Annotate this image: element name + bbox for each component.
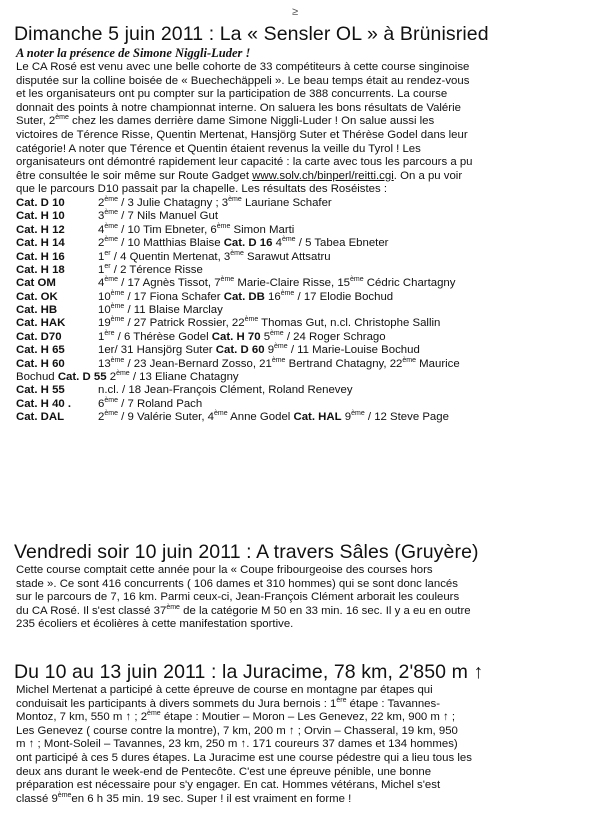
text-line: Suter, 2ème chez les dames derrière dame Simone Niggli-Luder ! On salue aussi les: [16, 114, 435, 128]
category-label: Cat. H 65: [16, 344, 65, 357]
result-row: [16, 371, 600, 384]
category-label: Cat. H 40 .: [16, 397, 72, 410]
ordinal-suffix: ème: [110, 356, 125, 364]
ordinal-suffix: ème: [402, 356, 417, 364]
result-text: 1er/ 31 Hansjörg Suter Cat. D 60 9ème / 11 Marie-Louise Bochud: [98, 343, 420, 357]
ordinal-suffix: ème: [228, 196, 242, 204]
text-line: ont participé à ces 5 dures étapes. La Juracime est une course pédestre qui a lieu tous les: [16, 751, 472, 764]
article-body: [0, 61, 600, 197]
result-row: [16, 304, 600, 317]
result-row: [16, 251, 600, 264]
text-line: être consultée le soir même sur Route Gadget www.solv.ch/binperl/reitti.cgi. On a pu voir: [16, 169, 463, 182]
ordinal-suffix: ème: [116, 370, 130, 378]
ordinal-suffix: ème: [274, 343, 288, 351]
text-line: deux ans durant le week-end de Pentecôte. C'est une épreuve pénible, une bonne: [16, 765, 432, 778]
article-title: Vendredi soir 10 juin 2011 : A travers Sâles (Gruyère): [14, 541, 479, 563]
ordinal-suffix: ème: [110, 303, 125, 311]
ordinal-suffix: ème: [57, 791, 72, 799]
results-list: [0, 197, 600, 425]
ordinal-suffix: ème: [271, 356, 286, 364]
category-label: Cat. HB: [16, 304, 58, 317]
text-line: préparation est nécessaire pour s'y engager. En cat. Hommes vétérans, Michel s'est: [16, 779, 441, 792]
ordinal-suffix: ème: [104, 222, 118, 230]
text-line: Le CA Rosé est venu avec une belle cohorte de 33 compétiteurs à cette course singinoise: [16, 61, 470, 73]
result-row: [16, 197, 600, 210]
text-line: Montoz, 7 km, 550 m ↑ ; 2ème étape : Moutier – Moron – Les Genevez, 22 km, 900 m ↑ ;: [16, 710, 456, 724]
text-line: 235 écoliers et écolières à cette manifestation sportive.: [16, 618, 294, 631]
route-gadget-link[interactable]: www.solv.ch/binperl/reitti.cgi: [252, 169, 394, 182]
result-row: [16, 398, 600, 411]
ordinal-suffix: ème: [166, 603, 180, 611]
article-body: [0, 564, 600, 632]
text-line: conduisait les participants à divers sommets du Jura bernois : 1ère étape : Tavannes-: [16, 696, 440, 710]
category-label: Cat. H 12: [16, 223, 65, 236]
article-body: [0, 684, 600, 806]
article-juracime: [0, 660, 600, 806]
result-text: 2ème / 9 Valérie Suter, 4ème Anne Godel Cat. HAL 9ème / 12 Steve Page: [98, 410, 449, 424]
category-label: Cat OM: [16, 277, 56, 290]
category-label: Cat. HAL: [293, 411, 342, 424]
category-label: Cat. D 55: [57, 371, 107, 384]
category-label: Cat. H 70: [211, 330, 261, 343]
result-row: [16, 411, 600, 424]
result-row: [16, 237, 600, 250]
result-row: [16, 210, 600, 223]
ordinal-suffix: ème: [104, 276, 118, 284]
result-text: 1er / 4 Quentin Mertenat, 3ème Sarawut Attsatru: [98, 249, 331, 263]
result-text: 2ème / 10 Matthias Blaise Cat. D 16 4ème / 5 Tabea Ebneter: [98, 236, 389, 250]
ordinal-suffix: ème: [110, 289, 125, 297]
text-line: catégorie! A noter que Térence et Quentin étaient revenus la veille du Tyrol ! Les: [16, 142, 421, 155]
result-text: 1er / 2 Térence Risse: [98, 263, 203, 276]
ordinal-suffix: ème: [104, 397, 118, 404]
result-text: 19ème / 27 Patrick Rossier, 22ème Thomas Gut, n.cl. Christophe Sallin: [98, 316, 441, 330]
result-row: [16, 291, 600, 304]
ordinal-suffix: ème: [351, 410, 365, 418]
result-text: 10ème / 17 Fiona Schafer Cat. DB 16ème / 17 Elodie Bochud: [98, 289, 394, 303]
category-label: Cat. H 55: [16, 384, 65, 397]
text-line: donnait des points à notre championnat interne. On saluera les bons résultats de Valérie: [16, 101, 461, 114]
category-label: Cat. H 16: [16, 250, 65, 263]
ordinal-suffix: ème: [220, 276, 235, 284]
ordinal-suffix: ème: [230, 249, 244, 257]
text-line: Michel Mertenat a participé à cette épreuve de course en montagne par étapes qui: [16, 684, 433, 696]
result-text: Bochud Cat. D 55 2ème / 13 Eliane Chatagny: [16, 370, 239, 384]
category-label: Cat. D 16: [223, 237, 273, 250]
category-label: Cat. H 60: [16, 357, 65, 370]
result-row: [16, 277, 600, 290]
result-text: n.cl. / 18 Jean-François Clément, Roland Renevey: [98, 384, 353, 397]
ordinal-suffix: ère: [104, 330, 115, 338]
result-row: [16, 384, 600, 397]
result-row: [16, 224, 600, 237]
ordinal-suffix: ème: [244, 316, 259, 324]
ordinal-suffix: ème: [350, 276, 364, 284]
ordinal-suffix: ème: [55, 114, 69, 122]
result-text: 4ème / 17 Agnès Tissot, 7ème Marie-Claire Risse, 15ème Cédric Chartagny: [98, 276, 456, 290]
text-line: du CA Rosé. Il s'est classé 37ème de la catégorie M 50 en 33 min. 16 sec. Il y a eu en outre: [16, 603, 471, 617]
text-line: sur le parcours de 7, 16 km. Parmi ceux-ci, Jean-François Clément arborait les couleurs: [16, 591, 460, 604]
result-text: 10ème / 11 Blaise Marclay: [98, 303, 223, 317]
category-label: Cat. D70: [16, 330, 62, 343]
ordinal-suffix: ère: [336, 696, 347, 704]
article-title: Du 10 au 13 juin 2011 : la Juracime, 78 km, 2'850 m ↑: [14, 661, 484, 683]
ordinal-suffix: er: [104, 263, 111, 271]
ordinal-suffix: er: [104, 249, 111, 257]
article-sensler-ol: [0, 22, 600, 425]
result-text: 13ème / 23 Jean-Bernard Zosso, 21ème Bertrand Chatagny, 22ème Maurice: [98, 356, 460, 370]
text-line: que le parcours D10 passait par la chapelle. Les résultats des Roséistes :: [16, 183, 388, 196]
article-subtitle: A noter la présence de Simone Niggli-Luder !: [16, 46, 251, 60]
result-text: 6ème / 7 Roland Pach: [98, 397, 203, 410]
ordinal-suffix: ème: [104, 209, 118, 217]
ordinal-suffix: ème: [104, 196, 118, 204]
result-text: 1ère / 6 Thérèse Godel Cat. H 70 5ème / 24 Roger Schrago: [98, 330, 386, 343]
text-line: Cette course comptait cette année pour la « Coupe fribourgeoise des courses hors: [16, 564, 433, 576]
category-label: Cat. H 18: [16, 263, 65, 276]
result-row: [16, 264, 600, 277]
result-text: 4ème / 10 Tim Ebneter, 6ème Simon Marti: [98, 222, 295, 236]
article-travers-sales: [0, 540, 600, 632]
ordinal-suffix: ème: [104, 410, 118, 418]
category-label: Cat. H 10: [16, 210, 65, 223]
text-line: disputée sur la colline boisée de « Buechechäppeli ». Le beau temps était au rendez-vous: [16, 74, 470, 87]
ordinal-suffix: ème: [147, 710, 161, 718]
category-label: Cat. H 14: [16, 237, 65, 250]
category-label: Cat. DAL: [16, 411, 65, 424]
category-label: Cat. OK: [16, 290, 58, 303]
result-row: [16, 358, 600, 371]
text-line: m ↑ ; Mont-Soleil – Tavannes, 23 km, 250 m ↑. 171 coureurs 37 dames et 134 hommes): [16, 738, 458, 751]
text-line: Les Genevez ( course contre la montre), 7 km, 200 m ↑ ; Orvin – Chasseral, 19 km, 950: [16, 724, 458, 737]
ordinal-suffix: ème: [216, 222, 231, 230]
result-row: [16, 344, 600, 357]
text-line: et les organisateurs ont pu compter sur la participation de 388 concurrents. La course: [16, 88, 448, 101]
ordinal-suffix: ème: [104, 236, 118, 244]
ordinal-suffix: ème: [281, 236, 296, 244]
ordinal-suffix: ème: [280, 289, 295, 297]
text-line: classé 9èmeen 6 h 35 min. 19 sec. Super ! il est vraiment en forme !: [16, 791, 352, 805]
ordinal-suffix: ème: [110, 316, 125, 324]
text-line: victoires de Térence Risse, Quentin Mertenat, Hansjörg Suter et Thérèse Godel dans leur: [16, 128, 468, 141]
category-label: Cat. D 60: [215, 344, 265, 357]
result-row: [16, 317, 600, 330]
scan-mark: ≥: [292, 6, 299, 18]
ordinal-suffix: ème: [214, 410, 228, 418]
article-title: Dimanche 5 juin 2011 : La « Sensler OL » à Brünisried: [14, 23, 489, 45]
text-line: stade ». Ce sont 416 concurrents ( 106 dames et 310 hommes) qui se sont donc lancés: [16, 577, 458, 590]
category-label: Cat. DB: [223, 290, 265, 303]
result-text: 2ème / 3 Julie Chatagny ; 3ème Lauriane Schafer: [98, 196, 332, 209]
text-line: organisateurs ont démontré rapidement leur capacité : la carte avec tous les parcours a pu: [16, 156, 473, 169]
category-label: Cat. HAK: [16, 317, 66, 330]
result-text: 3ème / 7 Nils Manuel Gut: [98, 209, 218, 223]
ordinal-suffix: ème: [270, 330, 284, 338]
result-row: [16, 331, 600, 344]
category-label: Cat. D 10: [16, 196, 65, 209]
